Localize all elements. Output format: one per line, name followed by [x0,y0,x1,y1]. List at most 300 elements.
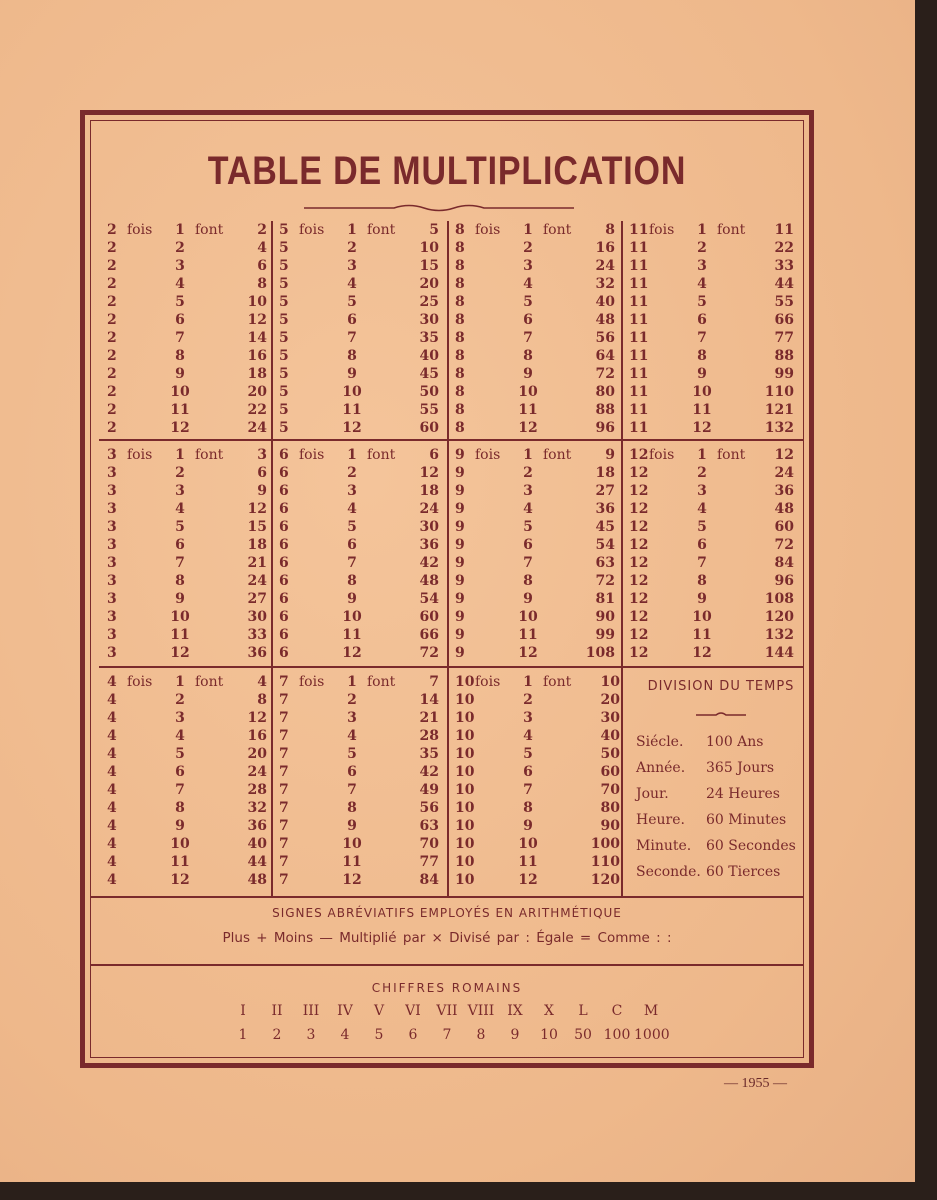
cell-f [127,709,165,727]
cell-b: 9 [523,591,533,607]
cell-fo: font [195,222,224,238]
cell-r: 42 [419,555,439,571]
table-row [629,572,794,590]
cell-a: 2 [107,420,117,436]
cell-r: 90 [600,818,620,834]
cell-r: 16 [247,348,267,364]
cell-fo: font [195,447,224,463]
cell-fo [717,347,755,365]
table-8 [455,221,615,437]
cell-fo [367,644,405,662]
cell-b: 9 [175,818,185,834]
cell-r: 24 [595,258,615,274]
cell-r: 9 [257,483,267,499]
cell-b: 6 [523,312,533,328]
cell-a: 9 [455,537,465,553]
cell-a: 10 [455,728,475,744]
cell-r: 48 [247,872,267,888]
cell-r: 72 [595,366,615,382]
cell-f [649,383,687,401]
temps-unit: Minute. [636,838,692,854]
cell-r: 84 [774,555,794,571]
cell-fo [717,275,755,293]
table-row [455,608,615,626]
cell-b: 7 [347,555,357,571]
cell-b: 12 [342,645,362,661]
cell-f: fois [127,674,153,690]
cell-b: 6 [347,537,357,553]
cell-a: 3 [107,573,117,589]
table-row [455,781,620,799]
cell-fo [195,365,233,383]
cell-a: 5 [279,348,289,364]
cell-b: 7 [175,330,185,346]
arabic-value: 7 [442,1027,452,1043]
cell-b: 11 [342,627,362,643]
table-row [279,691,439,709]
cell-r: 11 [774,222,794,238]
cell-r: 84 [419,872,439,888]
cell-fo [367,853,405,871]
table-row [455,383,615,401]
table-row [455,311,615,329]
cell-fo [717,311,755,329]
cell-r: 22 [774,240,794,256]
table-row [279,275,439,293]
cell-a: 6 [279,627,289,643]
cell-f [475,464,513,482]
table-row [629,644,794,662]
cell-b: 6 [697,312,707,328]
cell-r: 6 [257,258,267,274]
cell-b: 1 [347,674,357,690]
cell-f [127,293,165,311]
cell-b: 9 [697,591,707,607]
cell-b: 1 [175,447,185,463]
table-row [279,853,439,871]
cell-f [475,745,513,763]
cell-fo [367,239,405,257]
cell-fo [195,239,233,257]
cell-r: 120 [764,609,794,625]
cell-r: 55 [774,294,794,310]
table-row [107,311,267,329]
cell-a: 8 [455,222,465,238]
table-3 [107,446,267,662]
cell-b: 7 [697,330,707,346]
cell-fo [543,853,581,871]
cell-b: 7 [347,782,357,798]
cell-r: 16 [247,728,267,744]
cell-r: 144 [764,645,794,661]
cell-r: 33 [774,258,794,274]
roman-column [566,1003,600,1051]
table-row [629,275,794,293]
table-row [279,590,439,608]
cell-f [649,419,687,437]
cell-a: 6 [279,483,289,499]
cell-fo: font [195,674,224,690]
cell-f [475,835,513,853]
cell-a: 7 [279,674,289,690]
cell-a: 5 [279,258,289,274]
cell-a: 10 [455,764,475,780]
cell-r: 63 [419,818,439,834]
cell-f [127,419,165,437]
column-divider [447,221,449,896]
cell-f [127,365,165,383]
cell-a: 3 [107,609,117,625]
cell-f [127,401,165,419]
row-divider [99,439,804,441]
cell-f [475,419,513,437]
cell-fo [717,365,755,383]
cell-a: 3 [107,501,117,517]
cell-fo [717,257,755,275]
table-12 [629,446,794,662]
cell-f [127,464,165,482]
cell-a: 10 [455,800,475,816]
cell-fo [195,275,233,293]
cell-fo: font [543,447,572,463]
table-row [629,401,794,419]
table-row [107,590,267,608]
cell-a: 7 [279,782,289,798]
cell-r: 77 [774,330,794,346]
cell-fo [367,419,405,437]
table-row [279,446,439,464]
table-row [107,644,267,662]
cell-fo [195,763,233,781]
inner-frame [90,120,804,1058]
table-row [107,347,267,365]
cell-a: 12 [629,447,649,463]
cell-f [127,383,165,401]
cell-f [649,554,687,572]
cell-a: 9 [455,573,465,589]
table-row [455,239,615,257]
cell-r: 20 [419,276,439,292]
cell-fo [717,554,755,572]
cell-a: 8 [455,258,465,274]
cell-a: 9 [455,645,465,661]
cell-fo [543,275,581,293]
cell-a: 2 [107,348,117,364]
cell-fo [195,518,233,536]
table-row [107,536,267,554]
temps-row [636,859,806,885]
cell-fo [717,293,755,311]
cell-r: 12 [419,465,439,481]
cell-b: 8 [523,573,533,589]
cell-a: 10 [455,746,475,762]
cell-r: 18 [595,465,615,481]
cell-f [299,293,337,311]
cell-r: 44 [247,854,267,870]
cell-fo [367,572,405,590]
cell-fo [195,781,233,799]
cell-b: 1 [523,447,533,463]
cell-b: 3 [347,258,357,274]
romains-heading: CHIFFRES ROMAINS [371,981,523,995]
cell-r: 96 [774,573,794,589]
table-row [279,871,439,889]
cell-a: 11 [629,366,649,382]
cell-r: 12 [247,501,267,517]
cell-fo [367,691,405,709]
cell-a: 5 [279,240,289,256]
cell-fo [367,745,405,763]
cell-r: 10 [419,240,439,256]
cell-b: 5 [347,519,357,535]
cell-f [649,518,687,536]
cell-fo [195,536,233,554]
cell-b: 2 [347,692,357,708]
cell-r: 30 [419,312,439,328]
cell-f [649,572,687,590]
cell-r: 48 [774,501,794,517]
cell-r: 24 [774,465,794,481]
cell-a: 6 [279,537,289,553]
cell-r: 66 [774,312,794,328]
cell-a: 10 [455,818,475,834]
temps-unit: Heure. [636,812,685,828]
cell-b: 1 [175,674,185,690]
table-row [107,464,267,482]
cell-b: 2 [347,240,357,256]
cell-f [299,853,337,871]
cell-b: 10 [518,836,538,852]
cell-fo [717,401,755,419]
cell-a: 8 [455,294,465,310]
roman-numeral: V [373,1003,385,1019]
cell-b: 10 [170,836,190,852]
cell-a: 4 [107,872,117,888]
table-row [455,590,615,608]
cell-fo [543,257,581,275]
table-row [107,554,267,572]
cell-fo: font [717,447,746,463]
cell-f [299,644,337,662]
cell-b: 6 [175,537,185,553]
cell-a: 6 [279,501,289,517]
cell-b: 11 [518,627,538,643]
cell-fo [543,644,581,662]
cell-f [649,329,687,347]
table-5 [279,221,439,437]
cell-f [127,329,165,347]
cell-f [299,257,337,275]
cell-r: 16 [595,240,615,256]
roman-numeral: C [611,1003,623,1019]
cell-a: 6 [279,591,289,607]
table-10 [455,673,620,889]
cell-fo [367,401,405,419]
table-row [455,572,615,590]
cell-b: 7 [523,330,533,346]
cell-a: 2 [107,330,117,346]
cell-a: 3 [107,447,117,463]
cell-b: 3 [697,258,707,274]
cell-a: 8 [455,240,465,256]
table-row [279,518,439,536]
cell-a: 2 [107,276,117,292]
cell-fo [543,518,581,536]
cell-f [475,572,513,590]
temps-row [636,833,806,859]
cell-a: 3 [107,519,117,535]
cell-a: 12 [629,501,649,517]
cell-fo [195,401,233,419]
cell-fo [543,626,581,644]
cell-b: 5 [697,519,707,535]
cell-f [649,536,687,554]
table-row [455,817,620,835]
table-row [107,239,267,257]
cell-r: 45 [595,519,615,535]
cell-r: 35 [419,746,439,762]
temps-value: 365 Jours [706,760,775,776]
cell-r: 24 [247,764,267,780]
cell-b: 2 [697,465,707,481]
cell-fo: font [367,447,396,463]
cell-a: 12 [629,609,649,625]
cell-b: 5 [175,746,185,762]
table-row [455,853,620,871]
table-row [279,347,439,365]
cell-fo [543,763,581,781]
temps-value: 24 Heures [706,786,780,802]
cell-b: 1 [347,222,357,238]
cell-b: 4 [523,501,533,517]
cell-f [475,482,513,500]
cell-f [299,401,337,419]
cell-f [127,257,165,275]
cell-r: 20 [600,692,620,708]
cell-r: 18 [247,366,267,382]
cell-b: 6 [523,764,533,780]
cell-fo [367,781,405,799]
cell-f [299,329,337,347]
cell-b: 6 [347,312,357,328]
table-row [455,329,615,347]
cell-fo [195,329,233,347]
cell-r: 120 [590,872,620,888]
cell-b: 12 [518,645,538,661]
table-row [279,257,439,275]
cell-f [299,554,337,572]
cell-f [299,464,337,482]
cell-a: 11 [629,240,649,256]
cell-b: 2 [697,240,707,256]
divider [91,896,803,898]
cell-f [299,817,337,835]
cell-a: 9 [455,627,465,643]
cell-a: 9 [455,465,465,481]
roman-numeral: VIII [467,1003,495,1019]
cell-f [299,239,337,257]
cell-r: 64 [595,348,615,364]
cell-f [299,691,337,709]
cell-b: 5 [347,746,357,762]
cell-b: 11 [170,854,190,870]
cell-f [299,871,337,889]
table-row [107,817,267,835]
table-row [279,799,439,817]
cell-b: 10 [518,384,538,400]
cell-fo [543,401,581,419]
cell-a: 4 [107,674,117,690]
temps-value: 60 Secondes [706,838,796,854]
cell-b: 4 [175,276,185,292]
cell-f [649,365,687,383]
cell-f [475,329,513,347]
table-row [107,257,267,275]
cell-a: 10 [455,782,475,798]
roman-column [532,1003,566,1051]
temps-ornament [636,704,806,723]
table-row [279,727,439,745]
cell-r: 8 [257,276,267,292]
cell-fo [195,311,233,329]
cell-b: 3 [523,710,533,726]
table-row [629,500,794,518]
temps-value: 100 Ans [706,734,764,750]
cell-a: 7 [279,728,289,744]
cell-fo [543,835,581,853]
cell-fo [195,691,233,709]
cell-b: 12 [170,420,190,436]
table-row [107,221,267,239]
cell-r: 60 [774,519,794,535]
cell-r: 40 [247,836,267,852]
cell-f [649,401,687,419]
cell-fo [367,817,405,835]
cell-f [649,347,687,365]
table-row [279,572,439,590]
table-row [279,817,439,835]
cell-fo [717,590,755,608]
cell-r: 4 [257,674,267,690]
cell-b: 3 [697,483,707,499]
cell-fo [543,799,581,817]
cell-b: 9 [523,366,533,382]
cell-a: 12 [629,627,649,643]
cell-r: 36 [247,818,267,834]
cell-b: 9 [347,818,357,834]
cell-fo [195,871,233,889]
cell-fo [717,482,755,500]
cell-b: 8 [175,800,185,816]
cell-a: 10 [455,872,475,888]
cell-a: 5 [279,294,289,310]
table-row [279,763,439,781]
cell-b: 9 [523,818,533,834]
cell-a: 6 [279,519,289,535]
table-row [107,709,267,727]
cell-f [299,347,337,365]
cell-b: 1 [697,447,707,463]
table-row [107,329,267,347]
cell-fo [543,329,581,347]
cell-a: 4 [107,818,117,834]
cell-r: 36 [419,537,439,553]
cell-b: 7 [175,555,185,571]
cell-f: fois [299,222,325,238]
cell-fo: font [543,674,572,690]
cell-f [299,383,337,401]
cell-f [649,590,687,608]
